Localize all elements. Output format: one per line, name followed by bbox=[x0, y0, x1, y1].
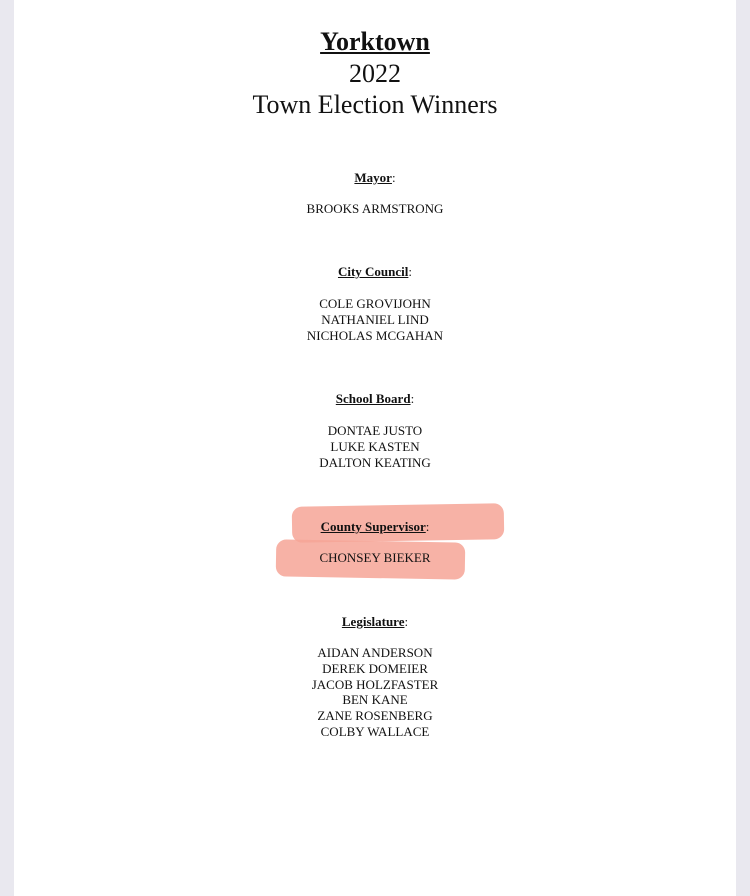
list-item: DEREK DOMEIER bbox=[322, 660, 428, 676]
list-item: ZANE ROSENBERG bbox=[317, 708, 433, 724]
list-item: LUKE KASTEN bbox=[330, 438, 420, 454]
list-item: JACOB HOLZFASTER bbox=[311, 676, 439, 692]
list-item: AIDAN ANDERSON bbox=[317, 645, 433, 660]
document-subtitle: Town Election Winners bbox=[252, 90, 498, 119]
list-item: CHONSEY BIEKER bbox=[319, 550, 431, 565]
list-item: COLBY WALLACE bbox=[320, 723, 430, 739]
list-item: BROOKS ARMSTRONG bbox=[306, 201, 444, 216]
section-names-school-board bbox=[0, 423, 750, 470]
list-item: NICHOLAS MCGAHAN bbox=[306, 327, 444, 343]
list-item: NATHANIEL LIND bbox=[321, 311, 429, 327]
section-names-mayor bbox=[0, 201, 750, 217]
section-heading-legislature: Legislature: bbox=[341, 614, 409, 629]
list-item: DALTON KEATING bbox=[319, 454, 431, 470]
document-year: 2022 bbox=[349, 59, 401, 88]
section-heading-city-council: City Council: bbox=[337, 264, 413, 279]
list-item: BEN KANE bbox=[342, 692, 408, 708]
section-names-legislature bbox=[0, 645, 750, 740]
list-item: DONTAE JUSTO bbox=[327, 423, 423, 438]
section-names-city-council bbox=[0, 296, 750, 343]
list-item: COLE GROVIJOHN bbox=[319, 296, 431, 311]
section-heading-mayor: Mayor: bbox=[354, 170, 396, 185]
section-heading-school-board: School Board: bbox=[335, 391, 415, 406]
section-heading-county-supervisor: County Supervisor: bbox=[320, 519, 430, 534]
section-names-county-supervisor bbox=[0, 550, 750, 566]
document-title: Yorktown bbox=[320, 27, 430, 56]
